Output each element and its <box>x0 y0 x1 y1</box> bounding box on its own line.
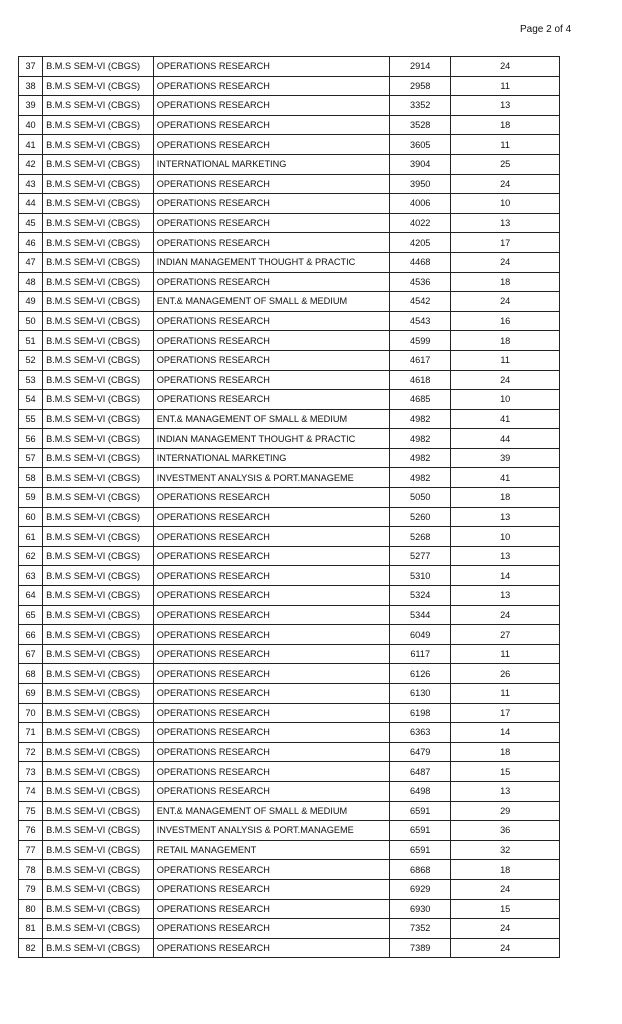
marks-cell: 10 <box>451 390 560 410</box>
table-row <box>19 233 560 253</box>
row-number-cell: 40 <box>19 115 43 135</box>
table-row <box>19 742 560 762</box>
subject-cell: OPERATIONS RESEARCH <box>153 213 389 233</box>
seat-number-cell: 4982 <box>390 409 451 429</box>
table-row <box>19 546 560 566</box>
row-number-cell: 65 <box>19 605 43 625</box>
course-cell: B.M.S SEM-VI (CBGS) <box>43 233 154 253</box>
subject-cell: RETAIL MANAGEMENT <box>153 840 389 860</box>
seat-number-cell: 6929 <box>390 879 451 899</box>
table-row <box>19 723 560 743</box>
subject-cell: OPERATIONS RESEARCH <box>153 625 389 645</box>
page-number: Page 2 of 4 <box>520 24 572 35</box>
table-row <box>19 840 560 860</box>
seat-number-cell: 6591 <box>390 801 451 821</box>
table-row <box>19 96 560 116</box>
row-number-cell: 72 <box>19 742 43 762</box>
subject-cell: OPERATIONS RESEARCH <box>153 860 389 880</box>
table-row <box>19 566 560 586</box>
subject-cell: OPERATIONS RESEARCH <box>153 76 389 96</box>
course-cell: B.M.S SEM-VI (CBGS) <box>43 213 154 233</box>
course-cell: B.M.S SEM-VI (CBGS) <box>43 292 154 312</box>
marks-cell: 18 <box>451 860 560 880</box>
table-row <box>19 448 560 468</box>
subject-cell: ENT.& MANAGEMENT OF SMALL & MEDIUM <box>153 409 389 429</box>
marks-cell: 26 <box>451 664 560 684</box>
course-cell: B.M.S SEM-VI (CBGS) <box>43 331 154 351</box>
subject-cell: OPERATIONS RESEARCH <box>153 723 389 743</box>
subject-cell: OPERATIONS RESEARCH <box>153 879 389 899</box>
row-number-cell: 61 <box>19 527 43 547</box>
course-cell: B.M.S SEM-VI (CBGS) <box>43 429 154 449</box>
subject-cell: OPERATIONS RESEARCH <box>153 507 389 527</box>
seat-number-cell: 5268 <box>390 527 451 547</box>
seat-number-cell: 6591 <box>390 821 451 841</box>
row-number-cell: 55 <box>19 409 43 429</box>
row-number-cell: 37 <box>19 57 43 77</box>
marks-cell: 24 <box>451 879 560 899</box>
row-number-cell: 60 <box>19 507 43 527</box>
seat-number-cell: 6126 <box>390 664 451 684</box>
seat-number-cell: 4205 <box>390 233 451 253</box>
course-cell: B.M.S SEM-VI (CBGS) <box>43 899 154 919</box>
subject-cell: OPERATIONS RESEARCH <box>153 762 389 782</box>
course-cell: B.M.S SEM-VI (CBGS) <box>43 272 154 292</box>
subject-cell: OPERATIONS RESEARCH <box>153 899 389 919</box>
marks-cell: 17 <box>451 233 560 253</box>
table-row <box>19 154 560 174</box>
course-cell: B.M.S SEM-VI (CBGS) <box>43 723 154 743</box>
subject-cell: OPERATIONS RESEARCH <box>153 233 389 253</box>
course-cell: B.M.S SEM-VI (CBGS) <box>43 684 154 704</box>
table-row <box>19 586 560 606</box>
table-row <box>19 879 560 899</box>
seat-number-cell: 6198 <box>390 703 451 723</box>
subject-cell: OPERATIONS RESEARCH <box>153 174 389 194</box>
row-number-cell: 79 <box>19 879 43 899</box>
subject-cell: OPERATIONS RESEARCH <box>153 272 389 292</box>
seat-number-cell: 6868 <box>390 860 451 880</box>
table-row <box>19 527 560 547</box>
table-row <box>19 115 560 135</box>
course-cell: B.M.S SEM-VI (CBGS) <box>43 311 154 331</box>
row-number-cell: 52 <box>19 350 43 370</box>
marks-cell: 15 <box>451 762 560 782</box>
row-number-cell: 62 <box>19 546 43 566</box>
seat-number-cell: 4022 <box>390 213 451 233</box>
table-row <box>19 860 560 880</box>
course-cell: B.M.S SEM-VI (CBGS) <box>43 468 154 488</box>
course-cell: B.M.S SEM-VI (CBGS) <box>43 566 154 586</box>
course-cell: B.M.S SEM-VI (CBGS) <box>43 762 154 782</box>
row-number-cell: 71 <box>19 723 43 743</box>
course-cell: B.M.S SEM-VI (CBGS) <box>43 370 154 390</box>
seat-number-cell: 6930 <box>390 899 451 919</box>
course-cell: B.M.S SEM-VI (CBGS) <box>43 96 154 116</box>
seat-number-cell: 5260 <box>390 507 451 527</box>
seat-number-cell: 3605 <box>390 135 451 155</box>
course-cell: B.M.S SEM-VI (CBGS) <box>43 194 154 214</box>
table-row <box>19 762 560 782</box>
course-cell: B.M.S SEM-VI (CBGS) <box>43 546 154 566</box>
seat-number-cell: 5050 <box>390 488 451 508</box>
subject-cell: OPERATIONS RESEARCH <box>153 311 389 331</box>
subject-cell: OPERATIONS RESEARCH <box>153 194 389 214</box>
row-number-cell: 58 <box>19 468 43 488</box>
seat-number-cell: 5344 <box>390 605 451 625</box>
seat-number-cell: 6130 <box>390 684 451 704</box>
row-number-cell: 42 <box>19 154 43 174</box>
marks-cell: 13 <box>451 213 560 233</box>
marks-cell: 17 <box>451 703 560 723</box>
marks-cell: 24 <box>451 919 560 939</box>
subject-cell: OPERATIONS RESEARCH <box>153 684 389 704</box>
marks-cell: 24 <box>451 252 560 272</box>
subject-cell: OPERATIONS RESEARCH <box>153 390 389 410</box>
seat-number-cell: 6479 <box>390 742 451 762</box>
subject-cell: OPERATIONS RESEARCH <box>153 546 389 566</box>
row-number-cell: 59 <box>19 488 43 508</box>
marks-cell: 13 <box>451 96 560 116</box>
subject-cell: OPERATIONS RESEARCH <box>153 527 389 547</box>
course-cell: B.M.S SEM-VI (CBGS) <box>43 586 154 606</box>
row-number-cell: 48 <box>19 272 43 292</box>
row-number-cell: 41 <box>19 135 43 155</box>
course-cell: B.M.S SEM-VI (CBGS) <box>43 821 154 841</box>
subject-cell: OPERATIONS RESEARCH <box>153 331 389 351</box>
row-number-cell: 49 <box>19 292 43 312</box>
seat-number-cell: 6363 <box>390 723 451 743</box>
row-number-cell: 54 <box>19 390 43 410</box>
subject-cell: ENT.& MANAGEMENT OF SMALL & MEDIUM <box>153 801 389 821</box>
subject-cell: OPERATIONS RESEARCH <box>153 350 389 370</box>
row-number-cell: 57 <box>19 448 43 468</box>
seat-number-cell: 5277 <box>390 546 451 566</box>
table-row <box>19 899 560 919</box>
marks-cell: 10 <box>451 194 560 214</box>
marks-cell: 15 <box>451 899 560 919</box>
row-number-cell: 68 <box>19 664 43 684</box>
course-cell: B.M.S SEM-VI (CBGS) <box>43 527 154 547</box>
seat-number-cell: 4982 <box>390 448 451 468</box>
subject-cell: OPERATIONS RESEARCH <box>153 938 389 958</box>
marks-cell: 24 <box>451 605 560 625</box>
table-row <box>19 331 560 351</box>
row-number-cell: 80 <box>19 899 43 919</box>
table-row <box>19 174 560 194</box>
table-row <box>19 390 560 410</box>
marks-cell: 18 <box>451 115 560 135</box>
row-number-cell: 67 <box>19 644 43 664</box>
row-number-cell: 70 <box>19 703 43 723</box>
subject-cell: OPERATIONS RESEARCH <box>153 96 389 116</box>
row-number-cell: 81 <box>19 919 43 939</box>
subject-cell: OPERATIONS RESEARCH <box>153 586 389 606</box>
seat-number-cell: 3904 <box>390 154 451 174</box>
subject-cell: OPERATIONS RESEARCH <box>153 370 389 390</box>
course-cell: B.M.S SEM-VI (CBGS) <box>43 57 154 77</box>
results-table <box>18 56 560 958</box>
marks-cell: 18 <box>451 272 560 292</box>
subject-cell: OPERATIONS RESEARCH <box>153 703 389 723</box>
course-cell: B.M.S SEM-VI (CBGS) <box>43 390 154 410</box>
marks-cell: 14 <box>451 723 560 743</box>
course-cell: B.M.S SEM-VI (CBGS) <box>43 154 154 174</box>
marks-cell: 36 <box>451 821 560 841</box>
subject-cell: OPERATIONS RESEARCH <box>153 488 389 508</box>
row-number-cell: 75 <box>19 801 43 821</box>
marks-cell: 11 <box>451 135 560 155</box>
marks-cell: 11 <box>451 350 560 370</box>
course-cell: B.M.S SEM-VI (CBGS) <box>43 625 154 645</box>
course-cell: B.M.S SEM-VI (CBGS) <box>43 742 154 762</box>
subject-cell: OPERATIONS RESEARCH <box>153 605 389 625</box>
seat-number-cell: 3950 <box>390 174 451 194</box>
table-row <box>19 76 560 96</box>
table-row <box>19 57 560 77</box>
table-row <box>19 272 560 292</box>
seat-number-cell: 4685 <box>390 390 451 410</box>
seat-number-cell: 4543 <box>390 311 451 331</box>
marks-cell: 32 <box>451 840 560 860</box>
subject-cell: OPERATIONS RESEARCH <box>153 742 389 762</box>
seat-number-cell: 7389 <box>390 938 451 958</box>
seat-number-cell: 6117 <box>390 644 451 664</box>
marks-cell: 11 <box>451 76 560 96</box>
course-cell: B.M.S SEM-VI (CBGS) <box>43 919 154 939</box>
marks-cell: 39 <box>451 448 560 468</box>
table-row <box>19 311 560 331</box>
seat-number-cell: 2958 <box>390 76 451 96</box>
marks-cell: 10 <box>451 527 560 547</box>
subject-cell: INVESTMENT ANALYSIS & PORT.MANAGEME <box>153 821 389 841</box>
marks-cell: 24 <box>451 174 560 194</box>
marks-cell: 41 <box>451 409 560 429</box>
subject-cell: OPERATIONS RESEARCH <box>153 135 389 155</box>
table-row <box>19 350 560 370</box>
marks-cell: 24 <box>451 57 560 77</box>
table-row <box>19 605 560 625</box>
subject-cell: INTERNATIONAL MARKETING <box>153 448 389 468</box>
marks-cell: 18 <box>451 742 560 762</box>
row-number-cell: 50 <box>19 311 43 331</box>
seat-number-cell: 4468 <box>390 252 451 272</box>
row-number-cell: 51 <box>19 331 43 351</box>
subject-cell: ENT.& MANAGEMENT OF SMALL & MEDIUM <box>153 292 389 312</box>
course-cell: B.M.S SEM-VI (CBGS) <box>43 115 154 135</box>
subject-cell: OPERATIONS RESEARCH <box>153 781 389 801</box>
marks-cell: 24 <box>451 370 560 390</box>
table-row <box>19 409 560 429</box>
marks-cell: 13 <box>451 507 560 527</box>
table-row <box>19 781 560 801</box>
seat-number-cell: 4542 <box>390 292 451 312</box>
seat-number-cell: 6487 <box>390 762 451 782</box>
table-row <box>19 664 560 684</box>
seat-number-cell: 3352 <box>390 96 451 116</box>
marks-cell: 11 <box>451 644 560 664</box>
subject-cell: OPERATIONS RESEARCH <box>153 115 389 135</box>
seat-number-cell: 3528 <box>390 115 451 135</box>
row-number-cell: 74 <box>19 781 43 801</box>
subject-cell: INTERNATIONAL MARKETING <box>153 154 389 174</box>
marks-cell: 13 <box>451 781 560 801</box>
subject-cell: OPERATIONS RESEARCH <box>153 919 389 939</box>
marks-cell: 29 <box>451 801 560 821</box>
row-number-cell: 66 <box>19 625 43 645</box>
marks-cell: 16 <box>451 311 560 331</box>
table-row <box>19 252 560 272</box>
marks-cell: 13 <box>451 586 560 606</box>
subject-cell: INDIAN MANAGEMENT THOUGHT & PRACTIC <box>153 252 389 272</box>
marks-cell: 41 <box>451 468 560 488</box>
seat-number-cell: 4006 <box>390 194 451 214</box>
subject-cell: INDIAN MANAGEMENT THOUGHT & PRACTIC <box>153 429 389 449</box>
row-number-cell: 53 <box>19 370 43 390</box>
course-cell: B.M.S SEM-VI (CBGS) <box>43 840 154 860</box>
course-cell: B.M.S SEM-VI (CBGS) <box>43 174 154 194</box>
subject-cell: OPERATIONS RESEARCH <box>153 644 389 664</box>
subject-cell: OPERATIONS RESEARCH <box>153 57 389 77</box>
table-row <box>19 644 560 664</box>
row-number-cell: 64 <box>19 586 43 606</box>
marks-cell: 13 <box>451 546 560 566</box>
row-number-cell: 82 <box>19 938 43 958</box>
seat-number-cell: 4982 <box>390 468 451 488</box>
table-row <box>19 468 560 488</box>
row-number-cell: 78 <box>19 860 43 880</box>
seat-number-cell: 4617 <box>390 350 451 370</box>
course-cell: B.M.S SEM-VI (CBGS) <box>43 703 154 723</box>
row-number-cell: 43 <box>19 174 43 194</box>
course-cell: B.M.S SEM-VI (CBGS) <box>43 350 154 370</box>
course-cell: B.M.S SEM-VI (CBGS) <box>43 664 154 684</box>
row-number-cell: 44 <box>19 194 43 214</box>
seat-number-cell: 6049 <box>390 625 451 645</box>
seat-number-cell: 4536 <box>390 272 451 292</box>
row-number-cell: 77 <box>19 840 43 860</box>
marks-cell: 18 <box>451 331 560 351</box>
marks-cell: 27 <box>451 625 560 645</box>
marks-cell: 14 <box>451 566 560 586</box>
row-number-cell: 39 <box>19 96 43 116</box>
seat-number-cell: 5310 <box>390 566 451 586</box>
row-number-cell: 73 <box>19 762 43 782</box>
course-cell: B.M.S SEM-VI (CBGS) <box>43 252 154 272</box>
course-cell: B.M.S SEM-VI (CBGS) <box>43 781 154 801</box>
table-row <box>19 821 560 841</box>
row-number-cell: 76 <box>19 821 43 841</box>
course-cell: B.M.S SEM-VI (CBGS) <box>43 938 154 958</box>
table-row <box>19 370 560 390</box>
marks-cell: 24 <box>451 938 560 958</box>
course-cell: B.M.S SEM-VI (CBGS) <box>43 644 154 664</box>
table-row <box>19 292 560 312</box>
table-row <box>19 213 560 233</box>
table-row <box>19 194 560 214</box>
subject-cell: OPERATIONS RESEARCH <box>153 566 389 586</box>
course-cell: B.M.S SEM-VI (CBGS) <box>43 801 154 821</box>
seat-number-cell: 6498 <box>390 781 451 801</box>
seat-number-cell: 2914 <box>390 57 451 77</box>
table-row <box>19 703 560 723</box>
course-cell: B.M.S SEM-VI (CBGS) <box>43 879 154 899</box>
table-row <box>19 801 560 821</box>
course-cell: B.M.S SEM-VI (CBGS) <box>43 605 154 625</box>
course-cell: B.M.S SEM-VI (CBGS) <box>43 507 154 527</box>
seat-number-cell: 7352 <box>390 919 451 939</box>
table-row <box>19 429 560 449</box>
marks-cell: 18 <box>451 488 560 508</box>
course-cell: B.M.S SEM-VI (CBGS) <box>43 448 154 468</box>
row-number-cell: 63 <box>19 566 43 586</box>
course-cell: B.M.S SEM-VI (CBGS) <box>43 409 154 429</box>
row-number-cell: 56 <box>19 429 43 449</box>
table-row <box>19 938 560 958</box>
row-number-cell: 45 <box>19 213 43 233</box>
subject-cell: OPERATIONS RESEARCH <box>153 664 389 684</box>
table-row <box>19 684 560 704</box>
table-row <box>19 488 560 508</box>
row-number-cell: 38 <box>19 76 43 96</box>
marks-cell: 25 <box>451 154 560 174</box>
seat-number-cell: 6591 <box>390 840 451 860</box>
table-row <box>19 919 560 939</box>
course-cell: B.M.S SEM-VI (CBGS) <box>43 488 154 508</box>
table-row <box>19 135 560 155</box>
marks-cell: 11 <box>451 684 560 704</box>
row-number-cell: 47 <box>19 252 43 272</box>
seat-number-cell: 4618 <box>390 370 451 390</box>
table-row <box>19 625 560 645</box>
seat-number-cell: 5324 <box>390 586 451 606</box>
course-cell: B.M.S SEM-VI (CBGS) <box>43 860 154 880</box>
marks-cell: 44 <box>451 429 560 449</box>
results-table-body <box>19 57 560 958</box>
row-number-cell: 69 <box>19 684 43 704</box>
table-row <box>19 507 560 527</box>
marks-cell: 24 <box>451 292 560 312</box>
course-cell: B.M.S SEM-VI (CBGS) <box>43 135 154 155</box>
course-cell: B.M.S SEM-VI (CBGS) <box>43 76 154 96</box>
row-number-cell: 46 <box>19 233 43 253</box>
seat-number-cell: 4982 <box>390 429 451 449</box>
seat-number-cell: 4599 <box>390 331 451 351</box>
subject-cell: INVESTMENT ANALYSIS & PORT.MANAGEME <box>153 468 389 488</box>
